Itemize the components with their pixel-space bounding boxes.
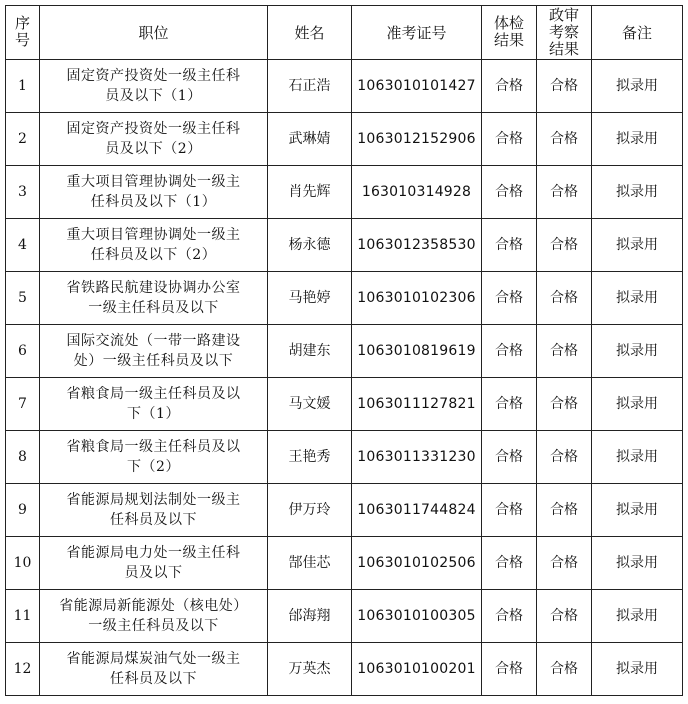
row-position	[40, 219, 268, 272]
table-row	[6, 166, 683, 219]
row-position-line: 下（2）	[127, 459, 180, 475]
row-name: 马文媛	[268, 378, 352, 431]
row-position-line: 省粮食局一级主任科员及以	[66, 439, 241, 455]
row-position-line: 固定资产投资处一级主任科	[66, 121, 241, 137]
row-physical-result: 合格	[482, 537, 537, 590]
row-political-result: 合格	[537, 484, 592, 537]
row-name: 邰海翔	[268, 590, 352, 643]
row-position	[40, 113, 268, 166]
row-position-line: 员及以下（2）	[105, 141, 202, 157]
row-physical-result: 合格	[482, 484, 537, 537]
row-political-result: 合格	[537, 60, 592, 113]
row-political-result: 合格	[537, 643, 592, 696]
row-exam-id: 1063010100201	[352, 643, 482, 696]
table-body	[6, 60, 683, 696]
row-position-line: 省能源局新能源处（核电处）	[59, 598, 248, 614]
row-remark: 拟录用	[592, 590, 683, 643]
row-exam-id: 1063011744824	[352, 484, 482, 537]
row-position-line: 员及以下	[124, 565, 183, 581]
row-political-result: 合格	[537, 325, 592, 378]
header-seq	[6, 6, 40, 60]
row-position	[40, 484, 268, 537]
row-political-result: 合格	[537, 166, 592, 219]
row-remark: 拟录用	[592, 325, 683, 378]
header-political-line: 考察	[548, 22, 579, 41]
row-political-result: 合格	[537, 431, 592, 484]
header-remark: 备注	[592, 6, 683, 60]
row-name: 马艳婷	[268, 272, 352, 325]
row-position	[40, 537, 268, 590]
row-name: 胡建东	[268, 325, 352, 378]
row-name: 郜佳芯	[268, 537, 352, 590]
row-position	[40, 643, 268, 696]
row-physical-result: 合格	[482, 113, 537, 166]
row-exam-id: 163010314928	[352, 166, 482, 219]
row-position-line: 重大项目管理协调处一级主	[66, 174, 241, 190]
row-exam-id: 1063011331230	[352, 431, 482, 484]
row-physical-result: 合格	[482, 219, 537, 272]
row-seq: 1	[6, 60, 40, 113]
row-remark: 拟录用	[592, 537, 683, 590]
table-row	[6, 643, 683, 696]
row-position-line: 省能源局电力处一级主任科	[66, 545, 241, 561]
row-position	[40, 378, 268, 431]
row-political-result: 合格	[537, 272, 592, 325]
row-remark: 拟录用	[592, 113, 683, 166]
row-physical-result: 合格	[482, 325, 537, 378]
row-seq: 7	[6, 378, 40, 431]
row-position	[40, 431, 268, 484]
row-physical-result: 合格	[482, 431, 537, 484]
row-exam-id: 1063010100305	[352, 590, 482, 643]
row-position-line: 处）一级主任科员及以下	[73, 353, 234, 369]
row-position-line: 省能源局规划法制处一级主	[66, 492, 241, 508]
row-seq: 8	[6, 431, 40, 484]
row-seq: 5	[6, 272, 40, 325]
row-physical-result: 合格	[482, 60, 537, 113]
table-row	[6, 113, 683, 166]
row-name: 杨永德	[268, 219, 352, 272]
row-exam-id: 1063011127821	[352, 378, 482, 431]
header-row	[6, 6, 683, 60]
row-exam-id: 1063010819619	[352, 325, 482, 378]
row-position-line: 一级主任科员及以下	[88, 300, 219, 316]
row-remark: 拟录用	[592, 484, 683, 537]
row-name: 王艳秀	[268, 431, 352, 484]
row-political-result: 合格	[537, 113, 592, 166]
row-political-result: 合格	[537, 590, 592, 643]
table-row	[6, 431, 683, 484]
row-exam-id: 1063012358530	[352, 219, 482, 272]
row-position-line: 员及以下（1）	[105, 88, 202, 104]
row-name: 武琳婧	[268, 113, 352, 166]
row-position	[40, 166, 268, 219]
header-seq-line: 号	[14, 31, 30, 49]
row-position-line: 省铁路民航建设协调办公室	[66, 280, 241, 296]
row-seq: 11	[6, 590, 40, 643]
table-row	[6, 60, 683, 113]
row-remark: 拟录用	[592, 219, 683, 272]
row-seq: 10	[6, 537, 40, 590]
table-row	[6, 378, 683, 431]
row-exam-id: 1063012152906	[352, 113, 482, 166]
row-physical-result: 合格	[482, 166, 537, 219]
header-physical-line: 结果	[493, 31, 524, 49]
row-political-result: 合格	[537, 378, 592, 431]
header-physical-line: 体检	[493, 14, 524, 32]
header-name: 姓名	[268, 6, 352, 60]
row-name: 肖先辉	[268, 166, 352, 219]
row-political-result: 合格	[537, 219, 592, 272]
row-seq: 9	[6, 484, 40, 537]
row-remark: 拟录用	[592, 431, 683, 484]
header-seq-line: 序	[14, 14, 30, 32]
row-position-line: 省能源局煤炭油气处一级主	[66, 651, 241, 667]
row-political-result: 合格	[537, 537, 592, 590]
row-position-line: 任科员及以下	[110, 512, 197, 528]
row-position-line: 省粮食局一级主任科员及以	[66, 386, 241, 402]
row-position-line: 重大项目管理协调处一级主	[66, 227, 241, 243]
row-seq: 2	[6, 113, 40, 166]
row-physical-result: 合格	[482, 590, 537, 643]
row-name: 伊万玲	[268, 484, 352, 537]
row-position-line: 一级主任科员及以下	[88, 618, 219, 634]
header-political-line: 政审	[548, 5, 579, 24]
row-physical-result: 合格	[482, 378, 537, 431]
table-row	[6, 325, 683, 378]
row-remark: 拟录用	[592, 643, 683, 696]
row-position-line: 固定资产投资处一级主任科	[66, 68, 241, 84]
row-position-line: 任科员及以下（2）	[90, 247, 217, 263]
row-remark: 拟录用	[592, 272, 683, 325]
table-row	[6, 537, 683, 590]
header-political-line: 结果	[548, 39, 579, 58]
row-position-line: 任科员及以下	[110, 671, 197, 687]
row-physical-result: 合格	[482, 272, 537, 325]
table-row	[6, 219, 683, 272]
header-political	[537, 6, 592, 60]
row-name: 石正浩	[268, 60, 352, 113]
row-position	[40, 60, 268, 113]
row-exam-id: 1063010102306	[352, 272, 482, 325]
row-name: 万英杰	[268, 643, 352, 696]
row-seq: 4	[6, 219, 40, 272]
row-remark: 拟录用	[592, 378, 683, 431]
header-exam-id: 准考证号	[352, 6, 482, 60]
row-exam-id: 1063010101427	[352, 60, 482, 113]
table-row	[6, 484, 683, 537]
row-remark: 拟录用	[592, 60, 683, 113]
header-physical	[482, 6, 537, 60]
row-remark: 拟录用	[592, 166, 683, 219]
row-position	[40, 325, 268, 378]
row-seq: 12	[6, 643, 40, 696]
row-position-line: 国际交流处（一带一路建设	[66, 333, 241, 349]
row-seq: 6	[6, 325, 40, 378]
admission-table	[5, 5, 683, 696]
header-position: 职位	[40, 6, 268, 60]
row-exam-id: 1063010102506	[352, 537, 482, 590]
table-row	[6, 272, 683, 325]
table-row	[6, 590, 683, 643]
row-seq: 3	[6, 166, 40, 219]
row-position-line: 任科员及以下（1）	[90, 194, 217, 210]
row-position	[40, 272, 268, 325]
row-position	[40, 590, 268, 643]
row-physical-result: 合格	[482, 643, 537, 696]
row-position-line: 下（1）	[127, 406, 180, 422]
